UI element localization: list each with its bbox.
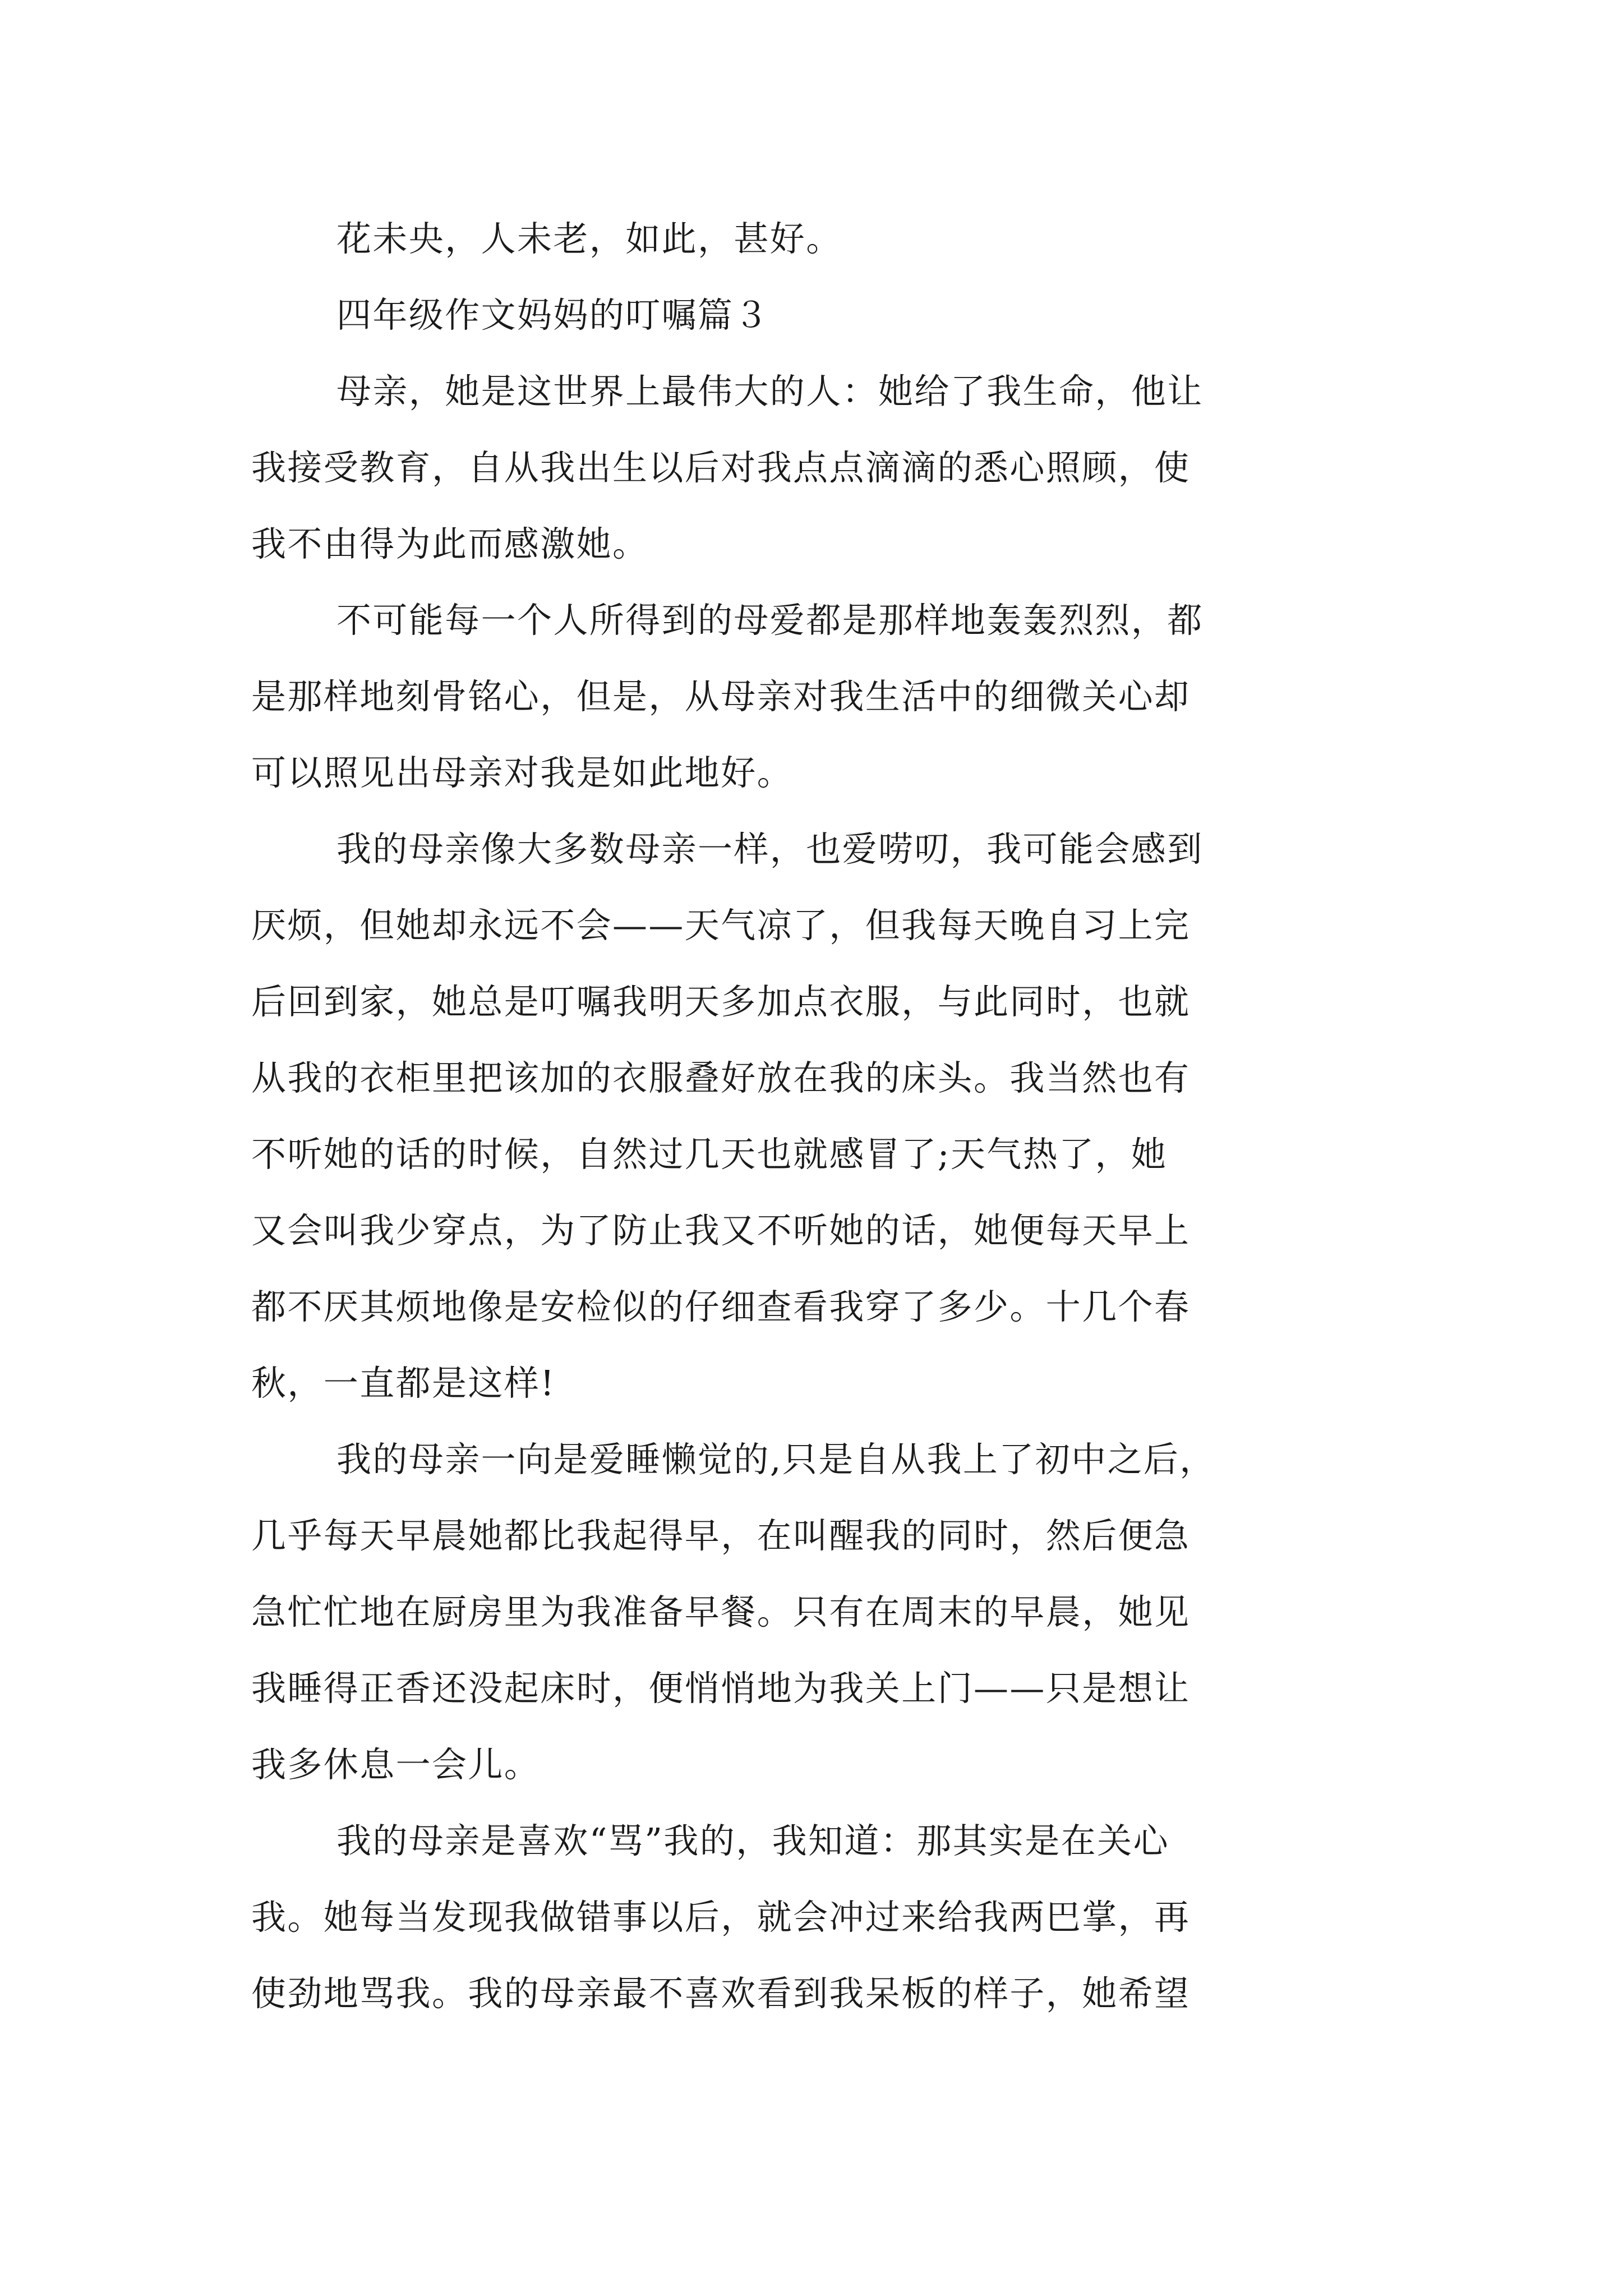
text-line: 母亲，她是这世界上最伟大的人：她给了我生命，他让	[336, 371, 1204, 412]
text-line: 厌烦，但她却永远不会——天气凉了，但我每天晚自习上完	[251, 905, 1191, 946]
text-line: 几乎每天早晨她都比我起得早，在叫醒我的同时，然后便急	[251, 1515, 1191, 1556]
text-line: 不可能每一个人所得到的母爱都是那样地轰轰烈烈，都	[336, 600, 1204, 641]
text-line: 我睡得正香还没起床时，便悄悄地为我关上门——只是想让	[251, 1668, 1191, 1709]
text-line: 我不由得为此而感激她。	[251, 523, 649, 564]
text-line: 是那样地刻骨铭心，但是，从母亲对我生活中的细微关心却	[251, 676, 1191, 717]
text-line: 我的母亲是喜欢“骂”我的，我知道：那其实是在关心	[336, 1820, 1169, 1861]
text-line: 从我的衣柜里把该加的衣服叠好放在我的床头。我当然也有	[251, 1057, 1191, 1098]
text-line: 我接受教育，自从我出生以后对我点点滴滴的悉心照顾，使	[251, 447, 1191, 488]
text-line: 都不厌其烦地像是安检似的仔细查看我穿了多少。十几个春	[251, 1286, 1191, 1327]
text-line: 秋，一直都是这样!	[251, 1363, 556, 1404]
text-line: 后回到家，她总是叮嘱我明天多加点衣服，与此同时，也就	[251, 981, 1191, 1022]
text-line: 我的母亲像大多数母亲一样，也爱唠叨，我可能会感到	[336, 829, 1204, 869]
text-line: 不听她的话的时候，自然过几天也就感冒了;天气热了，她	[251, 1134, 1168, 1175]
text-line: 我。她每当发现我做错事以后，就会冲过来给我两巴掌，再	[251, 1897, 1191, 1938]
text-line: 可以照见出母亲对我是如此地好。	[251, 752, 794, 793]
text-line: 我的母亲一向是爱睡懒觉的,只是自从我上了初中之后，	[336, 1439, 1216, 1480]
text-line: 我多休息一会儿。	[251, 1744, 541, 1785]
text-line: 花未央，人未老，如此，甚好。	[336, 218, 842, 259]
document-body	[251, 201, 1380, 2032]
section-heading: 四年级作文妈妈的叮嘱篇３	[336, 295, 770, 335]
text-line: 急忙忙地在厨房里为我准备早餐。只有在周末的早晨，她见	[251, 1591, 1191, 1632]
text-line: 又会叫我少穿点，为了防止我又不听她的话，她便每天早上	[251, 1210, 1191, 1251]
text-line: 使劲地骂我。我的母亲最不喜欢看到我呆板的样子，她希望	[251, 1973, 1191, 2014]
